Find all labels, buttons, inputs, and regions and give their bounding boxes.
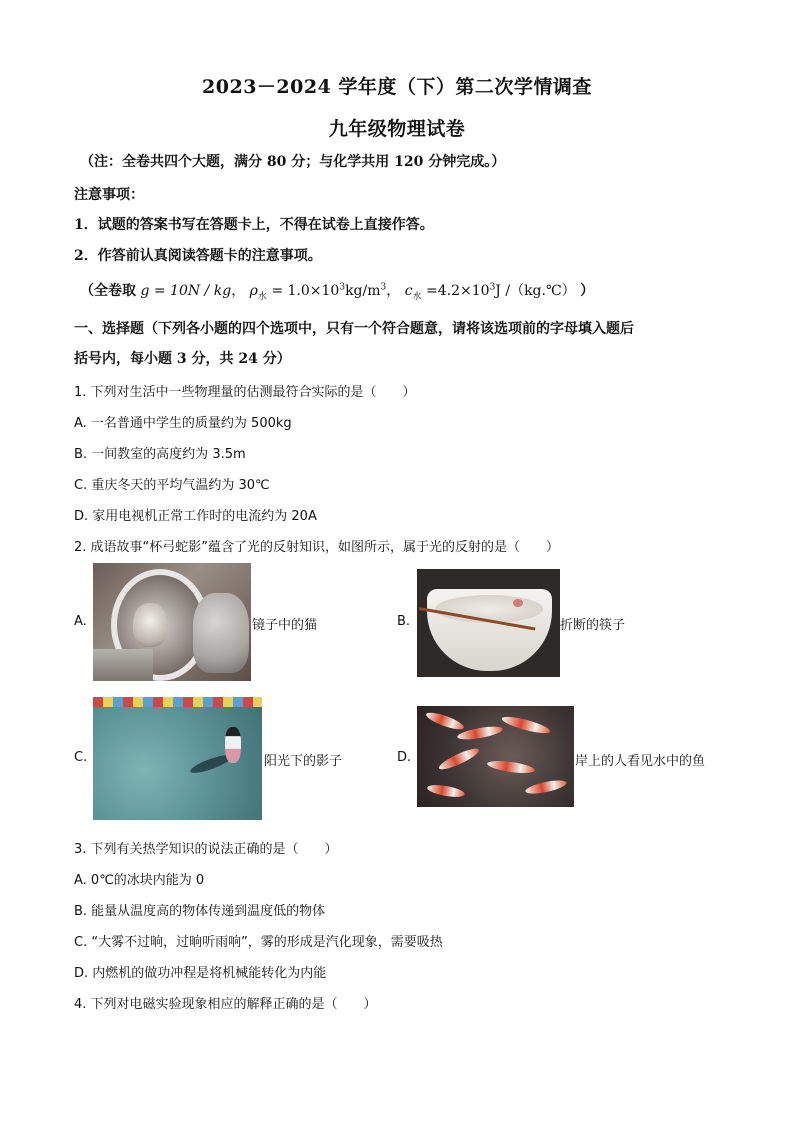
rho-symbol: ρ — [249, 283, 258, 299]
q2-option-b-letter: B. — [397, 614, 411, 629]
exam-subtitle: 九年级物理试卷 — [328, 118, 466, 140]
constants-prefix: （全卷取 — [80, 283, 136, 299]
c-value: =4.2×10 — [421, 283, 490, 299]
fish-shape — [437, 745, 481, 773]
bowl-flower-shape — [513, 599, 523, 607]
q3-option-d: D. 内燃机的做功冲程是将机械能转化为内能 — [74, 966, 327, 981]
rho-unit-exponent: 3 — [380, 282, 387, 293]
c-unit: J /（kg.℃） — [495, 283, 576, 299]
child-shape — [225, 727, 241, 763]
q3-option-a: A. 0℃的冰块内能为 0 — [74, 873, 205, 888]
c-symbol: c — [404, 283, 413, 299]
q1-option-c: C. 重庆冬天的平均气温约为 30℃ — [74, 478, 270, 493]
q1-option-d: D. 家用电视机正常工作时的电流约为 20A — [74, 509, 317, 524]
q1-option-b: B. 一间教室的高度约为 3.5m — [74, 447, 246, 462]
cat-mirror-image — [93, 563, 251, 681]
q3-stem: 3. 下列有关热学知识的说法正确的是（ ） — [74, 842, 338, 857]
q2-stem: 2. 成语故事“杯弓蛇影”蕴含了光的反射知识，如图所示，属于光的反射的是（ ） — [74, 540, 560, 555]
exam-scope-note: （注：全卷共四个大题，满分 80 分；与化学共用 120 分钟完成。） — [80, 154, 506, 170]
q2-option-c-caption: 阳光下的影子 — [264, 754, 343, 769]
q2-option-c-letter: C. — [74, 750, 88, 765]
q3-option-b: B. 能量从温度高的物体传递到温度低的物体 — [74, 904, 326, 919]
constants-suffix: ） — [580, 283, 595, 299]
rho-exponent: 3 — [339, 282, 346, 293]
notes-item-2: 2．作答前认真阅读答题卡的注意事项。 — [74, 248, 322, 264]
c-exponent: 3 — [489, 282, 496, 293]
q1-stem: 1. 下列对生活中一些物理量的估测最符合实际的是（ ） — [74, 385, 416, 400]
q2-option-d-letter: D. — [397, 750, 412, 765]
section1-heading-line2: 括号内，每小题 3 分，共 24 分） — [74, 351, 291, 367]
reflected-cat-shape — [133, 603, 167, 647]
q2-option-a-letter: A. — [74, 614, 87, 629]
c-subscript: 水 — [412, 291, 422, 302]
notes-heading: 注意事项： — [74, 187, 144, 203]
q3-option-c: C. “大雾不过晌，过晌听雨响”，雾的形成是汽化现象，需要吸热 — [74, 935, 443, 950]
q4-stem: 4. 下列对电磁实验现象相应的解释正确的是（ ） — [74, 997, 377, 1012]
koi-fish-image — [417, 706, 574, 807]
notes-item-1: 1．试题的答案书写在答题卡上，不得在试卷上直接作答。 — [74, 217, 434, 233]
cat-shape — [193, 593, 249, 673]
fish-shape — [424, 709, 465, 732]
fish-shape — [487, 759, 536, 776]
fish-shape — [426, 783, 465, 799]
q2-option-d-caption: 岸上的人看见水中的鱼 — [575, 754, 706, 769]
chopsticks-bowl-image — [417, 569, 560, 677]
rho-subscript: 水 — [257, 291, 267, 302]
shadow-sunlight-image — [93, 697, 262, 820]
q2-option-a-caption: 镜子中的猫 — [252, 618, 318, 633]
fish-shape — [524, 778, 567, 797]
section1-heading-line1: 一、选择题（下列各小题的四个选项中，只有一个符合题意，请将该选项前的字母填入题后 — [74, 321, 634, 337]
constants-line: （全卷取 g = 10N / kg， $\rho_水 = 1.0\times 10^3kg/m^3$， $c_水 =4.2\times 10^3J$ /（kg.℃） ） — [80, 282, 595, 302]
q1-option-a: A. 一名普通中学生的质量约为 500kg — [74, 416, 292, 431]
rho-value: = 1.0×10 — [266, 283, 340, 299]
q2-option-b-caption: 折断的筷子 — [560, 618, 626, 633]
fish-shape — [501, 714, 552, 737]
g-constant: g = 10N / kg — [140, 283, 232, 299]
rho-unit: kg/m — [345, 283, 381, 299]
exam-title: 2023－2024 学年度（下）第二次学情调查 — [202, 76, 592, 98]
fence-strip-shape — [93, 697, 262, 707]
mirror-base-shape — [93, 649, 153, 681]
